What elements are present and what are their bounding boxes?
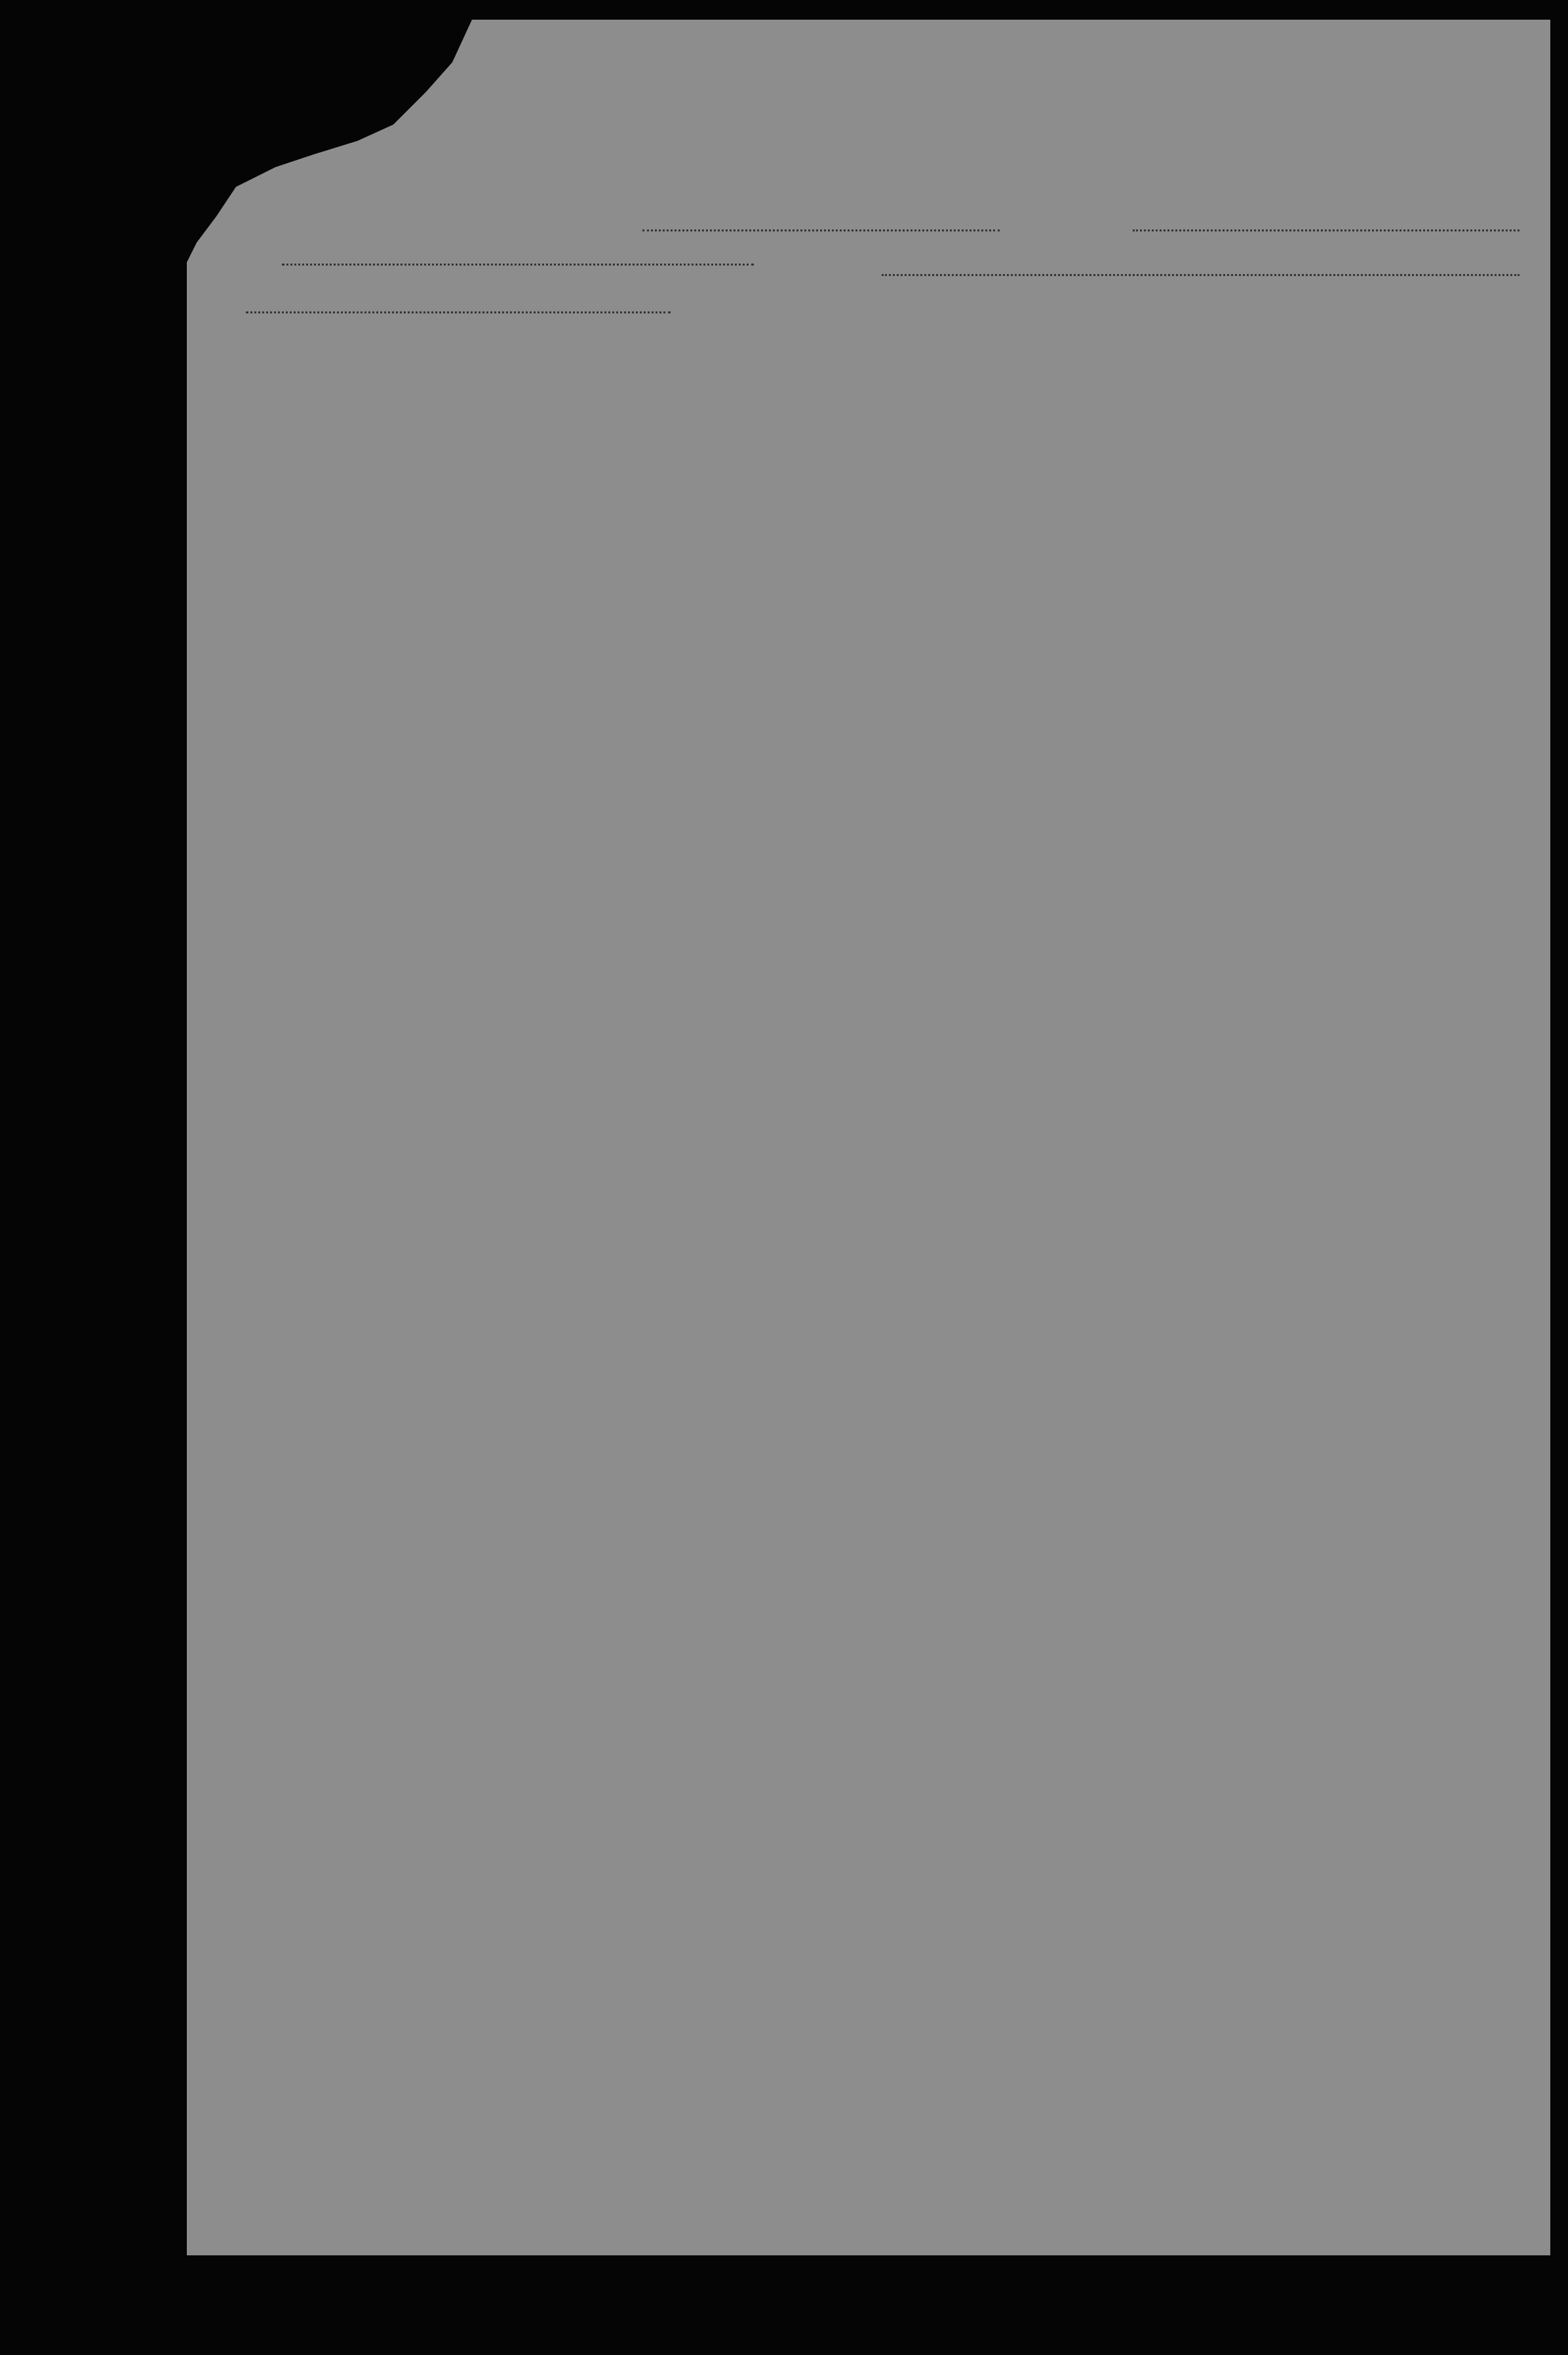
vessel-name-blank: [1133, 229, 1519, 231]
master-blank: [246, 311, 671, 313]
torn-corner: [0, 0, 1568, 393]
rig-blank: [642, 229, 1000, 231]
port-blank: [282, 264, 754, 266]
destination-blank: [882, 274, 1519, 276]
